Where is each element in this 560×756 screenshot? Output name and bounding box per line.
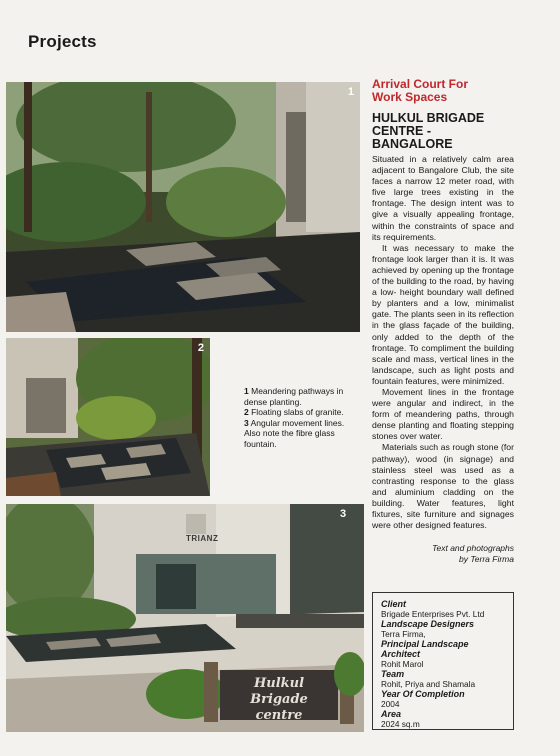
photo-captions [244,386,356,449]
photo-number: 3 [340,508,347,520]
info-label: Principal Landscape Architect [381,639,469,659]
project-title: HULKUL BRIGADE CENTRE - BANGALORE [372,111,485,151]
building-logo: TRIANZ [186,534,219,543]
article-body [372,154,514,531]
photo-2 [6,338,210,496]
info-value: 2024 sq.m [381,719,420,729]
paragraph: Materials such as rough stone (for pathway), wood (in signage) and stainless steel was used as a contrasting response to the glass and aluminium cladding on the building. Water features, light fixtures, site furniture and signages were other designed features. [372,442,514,531]
info-value: Brigade Enterprises Pvt. Ltd [381,609,485,619]
info-value: Rohit, Priya and Shamala [381,679,476,689]
photo-number: 2 [197,342,204,354]
caption: 2 Floating slabs of granite. [244,407,344,417]
info-label: Area [381,709,402,719]
info-label: Client [381,599,407,609]
info-label: Year Of Completion [381,689,465,699]
info-value: Terra Firma, [381,629,426,639]
photo-3 [6,504,364,732]
article-headline: Arrival Court For Work Spaces [372,77,469,104]
paragraph: Situated in a relatively calm area adjacent to Bangalore Club, the site faces a narrow 12 meter road, with five large trees existing in the frontage. The design intent was to give a visually appealing frontage, within the constraints of space and its requirements. [372,154,514,242]
photo-number: 1 [347,86,354,98]
article-column [372,78,514,565]
caption: 3 Angular movement lines. Also note the fibre glass fountain. [244,417,345,449]
paragraph: Movement lines in the frontage were angular and indirect, in the form of meandering paths, through dense planting and floating stepping stones over water. [372,386,514,442]
photo-credit: Text and photographs by Terra Firma [432,543,514,565]
section-title: Projects [28,32,97,51]
photo-1 [6,82,360,332]
caption: 1 Meandering pathways in dense planting. [244,386,344,407]
paragraph: It was necessary to make the frontage look larger than it is. It was achieved by opening up the frontage of the building to the road, by having a low- height boundary wall defined by planters and a low, minimalist gate. The plants seen in its reflection in the glass façade of the building, only added to the depth of the frontage. To compliment the building scale and mass, vertical lines in the landscape, such as light posts and fountain features, were minimized. [372,242,514,386]
sign-text: Hulkul Brigade centre [250,676,308,723]
info-value: 2004 [381,699,400,709]
info-label: Team [381,669,405,679]
info-value: Rohit Marol [381,659,424,669]
project-info-box [372,592,514,730]
info-label: Landscape Designers [381,619,475,629]
